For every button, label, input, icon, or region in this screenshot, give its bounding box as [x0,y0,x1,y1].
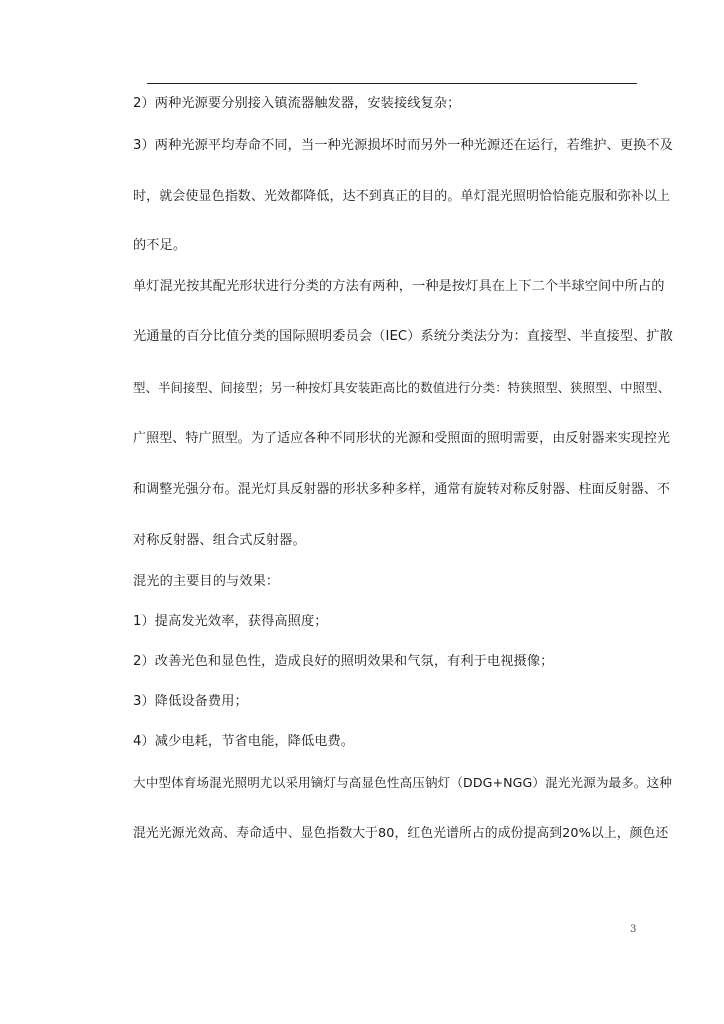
text-line: 的不足。 [133,238,187,253]
text-line: 1）提高发光效率，获得高照度； [133,614,328,629]
text-line: 单灯混光按其配光形状进行分类的方法有两种，一种是按灯具在上下二个半球空间中所占的 [133,279,665,294]
text-line: 广照型、特广照型。为了适应各种不同形状的光源和受照面的照明需要，由反射器来实现控光 [133,431,671,446]
text-line: 和调整光强分布。混光灯具反射器的形状多种多样，通常有旋转对称反射器、柱面反射器、不 [133,482,671,497]
text-line: 对称反射器、组合式反射器。 [133,533,306,548]
page-number: 3 [630,924,637,935]
text-line: 3）降低设备费用； [133,694,248,709]
text-line: 3）两种光源平均寿命不同，当一种光源损坏时而另外一种光源还在运行，若维护、更换不及 [133,138,673,153]
text-line: 混光光源光效高、寿命适中、显色指数大于80，红色光谱所占的成份提高到20%以上，颜色还 [133,826,669,841]
text-line: 混光的主要目的与效果： [133,574,280,589]
header-rule [147,83,637,84]
text-line: 4）减少电耗，节省电能，降低电费。 [133,734,355,749]
text-line: 2）两种光源要分别接入镇流器触发器，安装接线复杂； [133,96,461,111]
text-line: 型、半间接型、间接型；另一种按灯具安装距高比的数值进行分类：特狭照型、狭照型、中照型、 [133,380,671,395]
text-line: 大中型体育场混光照明尤以采用镝灯与高显色性高压钠灯（DDG+NGG）混光光源为最多。这种 [133,775,673,790]
text-line: 光通量的百分比值分类的国际照明委员会（IEC）系统分类法分为：直接型、半直接型、扩散 [133,329,673,344]
text-line: 2）改善光色和显色性，造成良好的照明效果和气氛，有利于电视摄像； [133,654,554,669]
text-line: 时，就会使显色指数、光效都降低，达不到真正的目的。单灯混光照明恰恰能克服和弥补以上 [133,189,671,204]
